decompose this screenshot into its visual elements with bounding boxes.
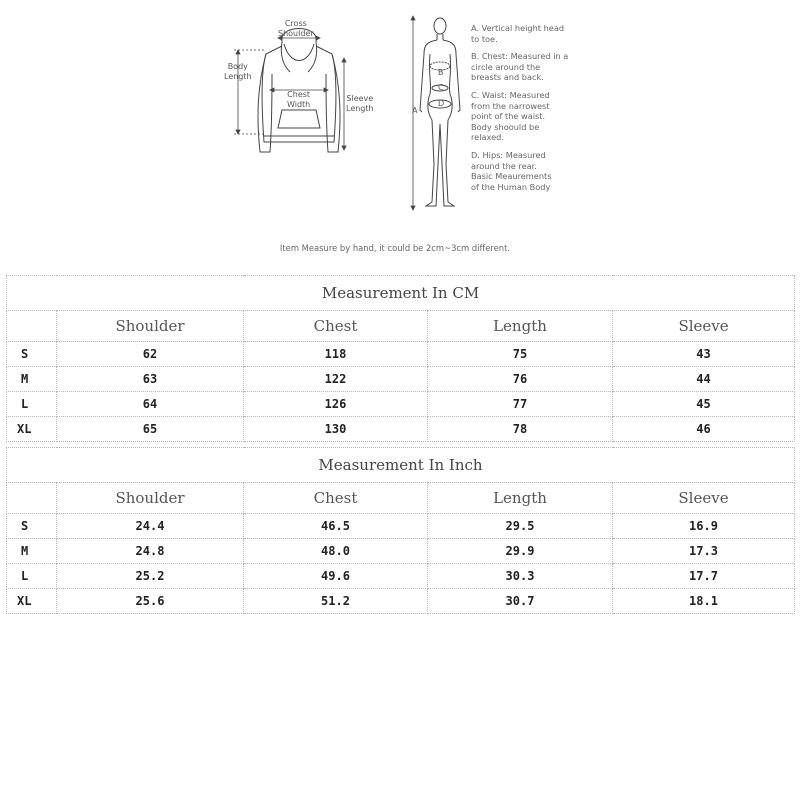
figure-marker-a: A [412, 106, 418, 115]
chest-value: 49.6 [244, 564, 428, 589]
sleeve-length-label: Sleeve Length [346, 94, 374, 113]
table-row [7, 564, 795, 589]
shoulder-value: 64 [57, 392, 244, 417]
chest-value: 46.5 [244, 514, 428, 539]
length-value: 29.9 [428, 539, 613, 564]
length-value: 29.5 [428, 514, 613, 539]
sleeve-value: 45 [613, 392, 795, 417]
table-row [7, 514, 795, 539]
size-label: L [7, 392, 57, 417]
chest-value: 118 [244, 342, 428, 367]
size-label: XL [7, 417, 57, 442]
column-header-sleeve: Sleeve [613, 483, 795, 514]
sleeve-value: 18.1 [613, 589, 795, 614]
length-value: 76 [428, 367, 613, 392]
size-column-header [7, 483, 57, 514]
size-label: S [7, 342, 57, 367]
figure-marker-b: B [438, 68, 444, 77]
length-value: 77 [428, 392, 613, 417]
table-row [7, 589, 795, 614]
body-length-label: Body Length [224, 62, 252, 81]
shoulder-value: 25.6 [57, 589, 244, 614]
sleeve-value: 46 [613, 417, 795, 442]
shoulder-value: 62 [57, 342, 244, 367]
table-title: Measurement In CM [7, 276, 795, 311]
measurement-definitions [471, 23, 586, 199]
definition-c: C. Waist: Measured from the narrowest point of the waist. Body shoould be relaxed. [471, 89, 550, 143]
column-header-chest: Chest [244, 483, 428, 514]
definition-d: D. Hips: Measured around the rear. Basic Meaurements of the Human Body [471, 149, 552, 192]
column-header-length: Length [428, 311, 613, 342]
table-row [7, 539, 795, 564]
length-value: 30.3 [428, 564, 613, 589]
chest-value: 130 [244, 417, 428, 442]
size-table-inch [6, 447, 795, 614]
sleeve-value: 17.3 [613, 539, 795, 564]
sleeve-value: 16.9 [613, 514, 795, 539]
figure-marker-c: C [438, 83, 444, 92]
column-header-length: Length [428, 483, 613, 514]
chest-value: 126 [244, 392, 428, 417]
size-label: M [7, 367, 57, 392]
size-label: M [7, 539, 57, 564]
size-label: S [7, 514, 57, 539]
definition-a: A. Vertical height head to toe. [471, 23, 565, 44]
measure-note: Item Measure by hand, it could be 2cm~3cm different. [279, 243, 511, 253]
chest-value: 51.2 [244, 589, 428, 614]
shoulder-value: 25.2 [57, 564, 244, 589]
sleeve-value: 43 [613, 342, 795, 367]
table-row [7, 392, 795, 417]
column-header-sleeve: Sleeve [613, 311, 795, 342]
cross-shoulder-label: Cross Shoulder [278, 19, 314, 38]
definition-b: B. Chest: Measured in a circle around the breasts and back. [471, 51, 569, 83]
length-value: 78 [428, 417, 613, 442]
size-table-cm [6, 275, 795, 442]
column-header-shoulder: Shoulder [57, 483, 244, 514]
chest-width-label: Chest Width [287, 90, 311, 109]
length-value: 75 [428, 342, 613, 367]
length-value: 30.7 [428, 589, 613, 614]
table-row [7, 367, 795, 392]
table-row [7, 417, 795, 442]
column-header-shoulder: Shoulder [57, 311, 244, 342]
chest-value: 122 [244, 367, 428, 392]
shoulder-value: 24.8 [57, 539, 244, 564]
table-title: Measurement In Inch [7, 448, 795, 483]
table-row [7, 342, 795, 367]
shoulder-value: 65 [57, 417, 244, 442]
size-label: XL [7, 589, 57, 614]
shoulder-value: 63 [57, 367, 244, 392]
shoulder-value: 24.4 [57, 514, 244, 539]
sleeve-value: 17.7 [613, 564, 795, 589]
size-label: L [7, 564, 57, 589]
sleeve-value: 44 [613, 367, 795, 392]
size-column-header [7, 311, 57, 342]
figure-marker-d: D [438, 99, 445, 108]
measurement-diagrams [0, 0, 800, 265]
chest-value: 48.0 [244, 539, 428, 564]
column-header-chest: Chest [244, 311, 428, 342]
